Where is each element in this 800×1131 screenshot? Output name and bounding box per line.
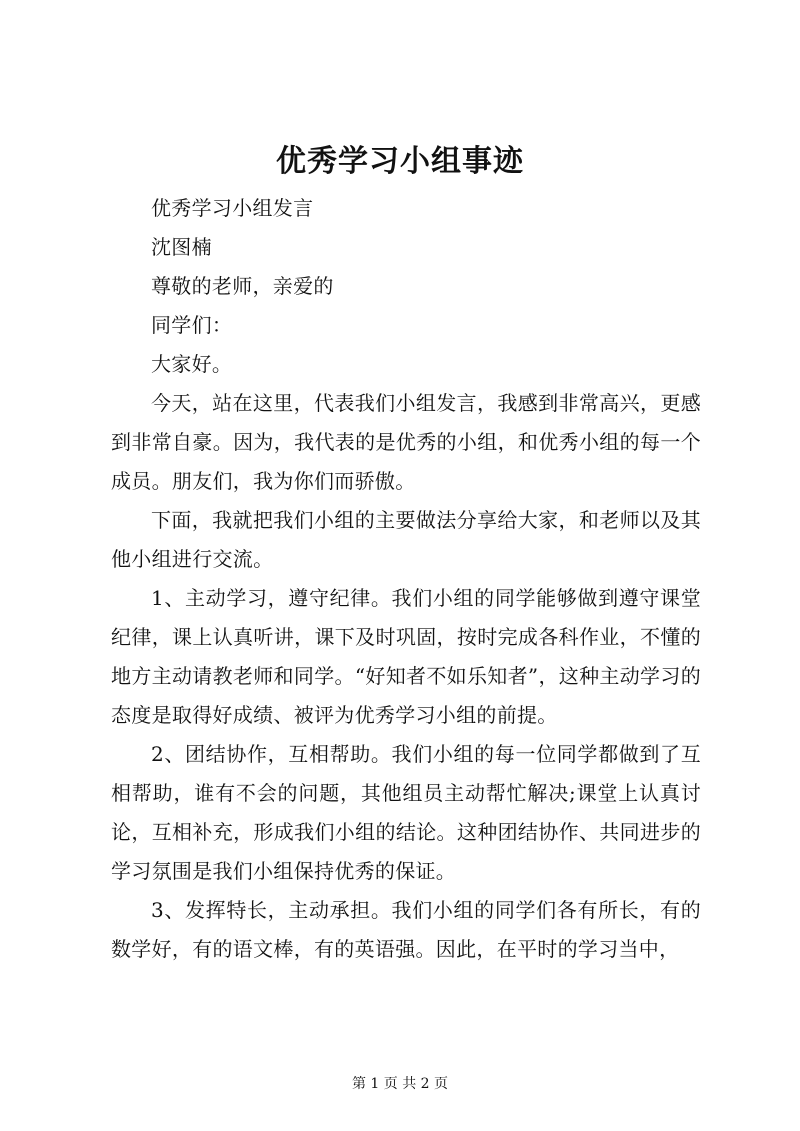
paragraph-point-2: 2、团结协作，互相帮助。我们小组的每一位同学都做到了互相帮助，谁有不会的问题，其他组员主动帮忙解决;课堂上认真讨论，互相补充，形成我们小组的结论。这种团结协作、共同进步的学习氛围是我们小组保持优秀的保证。 [111, 742, 701, 883]
paragraph-point-3: 3、发挥特长，主动承担。我们小组的同学们各有所长，有的数学好，有的语文棒，有的英语强。因此，在平时的学习当中， [111, 898, 701, 961]
paragraph-author: 沈图楠 [151, 235, 212, 259]
paragraph-hello: 大家好。 [151, 352, 233, 376]
page-number-footer: 第 1 页 共 2 页 [351, 1076, 449, 1092]
paragraph-greeting-1: 尊敬的老师，亲爱的 [151, 274, 334, 298]
document-body [111, 189, 701, 969]
paragraph-greeting-2: 同学们： [151, 313, 233, 337]
paragraph-intro: 今天，站在这里，代表我们小组发言，我感到非常高兴，更感到非常自豪。因为，我代表的是优秀的小组，和优秀小组的每一个成员。朋友们，我为你们而骄傲。 [111, 391, 701, 493]
paragraph-point-1: 1、主动学习，遵守纪律。我们小组的同学能够做到遵守课堂纪律，课上认真听讲，课下及时巩固，按时完成各科作业，不懂的地方主动请教老师和同学。“好知者不如乐知者”，这种主动学习的态度是取得好成绩、被评为优秀学习小组的前提。 [111, 586, 701, 727]
document-title: 优秀学习小组事迹 [276, 144, 524, 179]
paragraph-transition: 下面，我就把我们小组的主要做法分享给大家，和老师以及其他小组进行交流。 [111, 508, 701, 571]
paragraph-heading: 优秀学习小组发言 [151, 196, 314, 220]
